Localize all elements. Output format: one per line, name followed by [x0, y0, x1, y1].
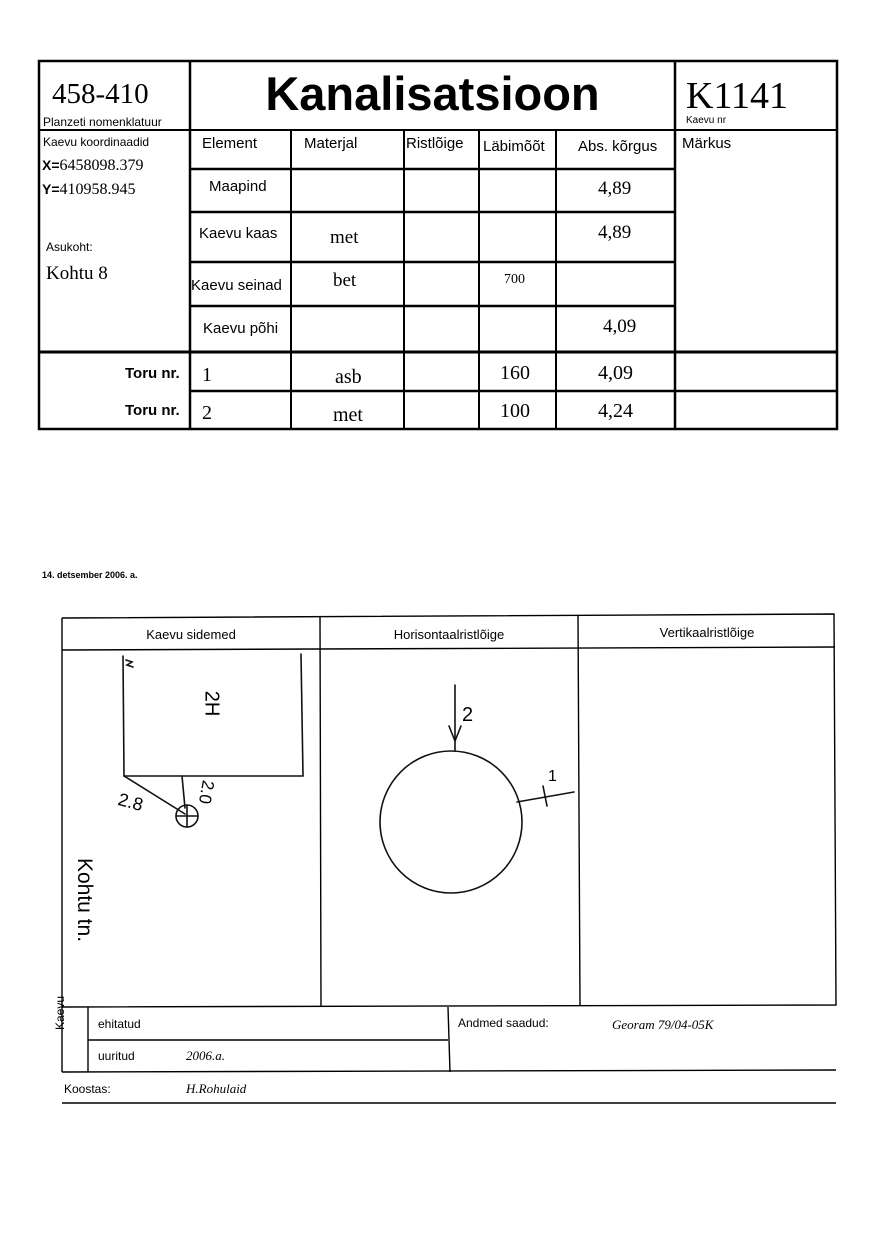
- coords-caption: Kaevu koordinaadid: [43, 135, 150, 149]
- row-element-kaevu-seinad: Kaevu seinad: [191, 277, 282, 294]
- annotation-distance-28: 2.8: [115, 789, 146, 815]
- uuritud-value: 2006.a.: [186, 1048, 225, 1063]
- y-value: 410958.945: [59, 181, 136, 198]
- row-element-maapind: Maapind: [209, 178, 267, 195]
- page-title: Kanalisatsioon: [265, 67, 600, 120]
- well-id: K1141: [686, 75, 789, 117]
- location-value: Kohtu 8: [46, 263, 108, 284]
- pipe-korgus: 4,24: [598, 400, 633, 422]
- footer-kaevu-label: Kaevu: [53, 995, 67, 1030]
- row-labimoot: 700: [504, 272, 525, 287]
- col-header-labimoot: Läbimõõt: [483, 138, 545, 155]
- x-label: X=: [42, 157, 60, 173]
- col-header-ristloige: Ristlõige: [406, 135, 464, 152]
- author-label: Koostas:: [64, 1082, 111, 1096]
- row-korgus: 4,89: [598, 178, 632, 199]
- col-header-markus: Märkus: [682, 135, 732, 152]
- row-korgus: 4,89: [598, 222, 632, 243]
- x-value: 6458098.379: [59, 157, 144, 174]
- annotation-pipe-2: 2: [462, 704, 474, 726]
- sketch-header-horizontal: Horisontaalristlõige: [393, 627, 505, 642]
- row-materjal: bet: [333, 270, 357, 291]
- pipe-nr: 1: [202, 364, 212, 386]
- author-value: H.Rohulaid: [186, 1081, 247, 1096]
- uuritud-label: uuritud: [98, 1049, 135, 1063]
- annotation-distance-20: 2.0: [194, 778, 218, 806]
- pipe-nr: 2: [202, 402, 212, 424]
- source-label: Andmed saadud:: [458, 1016, 549, 1030]
- annotation-street: Kohtu tn.: [73, 857, 97, 943]
- source-value: Georam 79/04-05K: [612, 1017, 714, 1032]
- sheet-number: 458-410: [52, 78, 149, 110]
- sheet-caption: Planzeti nomenklatuur: [43, 115, 162, 129]
- col-header-element: Element: [202, 135, 258, 152]
- row-materjal: met: [330, 227, 359, 248]
- y-coordinate: [42, 181, 136, 199]
- location-caption: Asukoht:: [46, 240, 93, 254]
- pipe-label: Toru nr.: [125, 402, 180, 419]
- pipe-materjal: asb: [335, 366, 362, 388]
- y-label: Y=: [42, 181, 60, 197]
- col-header-materjal: Materjal: [304, 135, 358, 152]
- pipe-materjal: met: [333, 404, 363, 426]
- pipe-labimoot: 160: [500, 362, 530, 384]
- row-element-kaevu-kaas: Kaevu kaas: [199, 225, 278, 242]
- pipe-korgus: 4,09: [598, 362, 633, 384]
- document-date: 14. detsember 2006. a.: [42, 570, 138, 580]
- well-caption: Kaevu nr: [686, 115, 727, 126]
- sketch-header-vertical: Vertikaalristlõige: [659, 625, 755, 640]
- pipe-labimoot: 100: [500, 400, 530, 422]
- x-coordinate: [42, 157, 144, 175]
- sketch-header-connections: Kaevu sidemed: [146, 627, 236, 642]
- col-header-korgus: Abs. kõrgus: [578, 138, 658, 155]
- site-sketch: [123, 654, 574, 893]
- annotation-pipe-1: 1: [548, 768, 557, 785]
- annotation-2h: 2H: [200, 690, 223, 717]
- row-element-kaevu-pohi: Kaevu põhi: [203, 320, 279, 337]
- row-korgus: 4,09: [603, 316, 637, 337]
- pipe-label: Toru nr.: [125, 365, 180, 382]
- ehitatud-label: ehitatud: [98, 1017, 141, 1031]
